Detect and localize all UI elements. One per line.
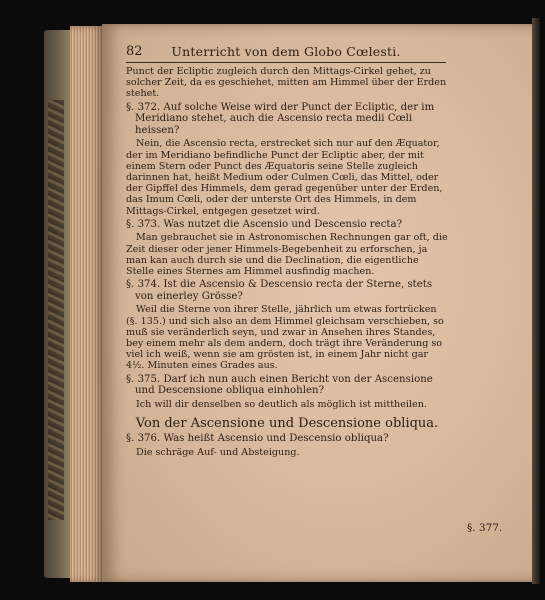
answer-375: Ich will dir denselben so deutlich als möglich ist mittheilen.	[136, 398, 427, 410]
catchword: §. 377.	[467, 522, 503, 534]
question-372: §. 372. Auf solche Weise wird der Punct der Ecliptic, der im Meridiano stehet, auch die Ascensio recta medii Cœli heissen?	[126, 101, 435, 136]
question-374: §. 374. Ist die Ascensio & Descensio recta der Sterne, stets von einerley Grösse?	[126, 279, 433, 302]
answer-372: Nein, die Ascensio recta, erstrecket sich nur auf den Æquator, der im Meridiano befindliche Punct der Ecliptic aber, der mit einem Stern oder Punct des Æquatoris seine Stelle zugleich darinnen hat, heißt Medium oder Culmen Cœli, das Mittel, oder der Gipffel des Himmels, dem gerad gegenüber unter der Erden, das Imum Cœli, oder der unterste Ort des Himmels, in dem Mittags-Cirkel, entgegen gesetzet wird.	[126, 138, 443, 217]
text-block: Punct der Ecliptic zugleich durch den Mittags-Cirkel gehet, zu solcher Zeit, da es geschiehet, mitten am Himmel über der Erden stehet.	[126, 66, 447, 100]
answer-374: Weil die Sterne von ihrer Stelle, jährlich um etwas fortrücken (§. 135.) und sich also an dem Himmel gleichsam verschieben, so muß sie veränderlich seyn, und zwar in Ansehen ihres Standes, bey einem mehr als dem andern, doch trägt ihre Veränderung so viel ich weiß, wenn sie am grösten ist, in einem Jahr nicht gar 4½. Minuten eines Grades aus.	[126, 304, 444, 372]
page-number: 82	[126, 44, 143, 59]
answer-376: Die schräge Auf- und Absteigung.	[136, 446, 300, 458]
page-gutter-shadow	[532, 18, 540, 584]
question-375: §. 375. Darf ich nun auch einen Bericht von der Ascensione und Descensione obliqua einhohlen?	[126, 373, 433, 397]
page-edges	[70, 26, 104, 582]
page-body	[126, 66, 448, 458]
answer-373: Man gebrauchet sie in Astronomischen Rechnungen gar oft, die Zeit dieser oder jener Himmels-Begebenheit zu erforschen, ja man kan auch durch sie und die Declination, die eigentliche Stelle eines Sternes am Himmel ausfindig machen.	[126, 232, 448, 278]
book	[38, 18, 538, 584]
section-heading: Von der Ascensione und Descensione obliqua.	[135, 416, 439, 432]
page-header	[126, 42, 446, 63]
running-title: Unterricht von dem Globo Cœlesti.	[171, 44, 401, 59]
book-page	[102, 24, 538, 582]
question-376: §. 376. Was heißt Ascensio und Descensio obliqua?	[126, 433, 389, 445]
question-373: §. 373. Was nutzet die Ascensio und Descensio recta?	[126, 218, 403, 230]
